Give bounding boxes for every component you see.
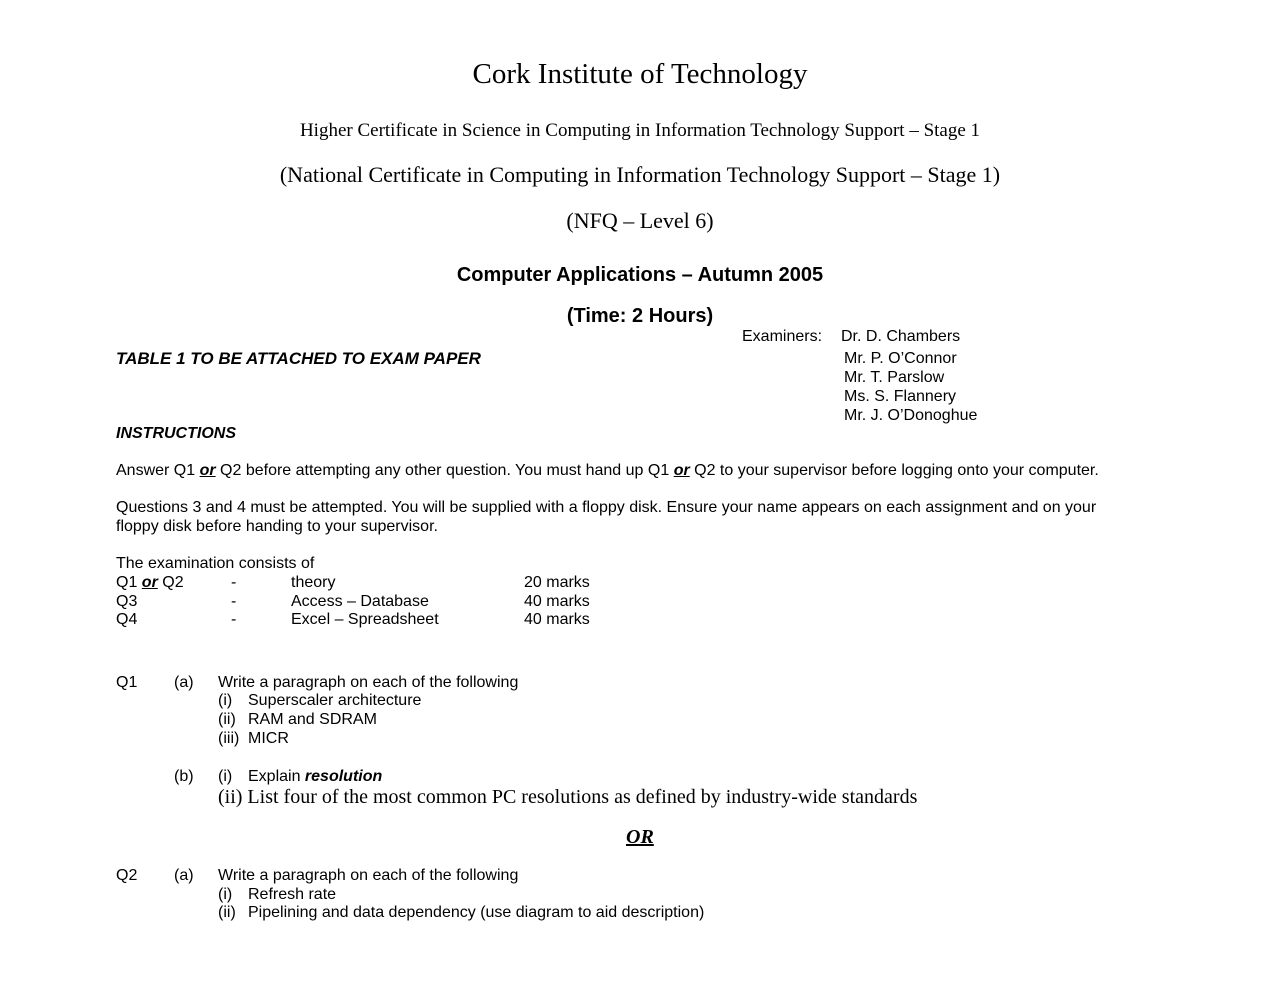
q2-item-number: (ii) [218, 904, 236, 921]
instruction-line-2: Questions 3 and 4 must be attempted. You will be supplied with a floppy disk. Ensure your name appears on each assignment and on your [116, 499, 1097, 516]
q2-item-text: Pipelining and data dependency (use diagram to aid description) [248, 904, 705, 921]
q1-part-a-label: (a) [174, 674, 194, 691]
q1-item-text: Superscaler architecture [248, 692, 422, 709]
q1-part-a-text: Write a paragraph on each of the following [218, 674, 519, 691]
q1-part-b-i-text [248, 768, 382, 786]
q1-item-text: MICR [248, 730, 289, 747]
or-emphasis: or [673, 462, 690, 479]
marks-question [116, 574, 184, 592]
instructions-heading: INSTRUCTIONS [116, 425, 236, 442]
q2-item-number: (i) [218, 886, 233, 903]
question-number: Q2 [157, 574, 184, 591]
q2-item-text: Refresh rate [248, 886, 337, 903]
q1-number: Q1 [116, 674, 138, 691]
examiner-name: Mr. P. O’Connor [844, 350, 957, 367]
marks-topic: theory [291, 574, 336, 591]
q1-item-number: (i) [218, 692, 233, 709]
examiner-name: Dr. D. Chambers [841, 328, 961, 345]
examiner-name: Mr. J. O’Donoghue [844, 407, 978, 424]
table-attachment-note: TABLE 1 TO BE ATTACHED TO EXAM PAPER [116, 349, 481, 368]
q1-item-text: Explain [248, 768, 305, 785]
marks-question: Q3 [116, 593, 138, 610]
marks-topic: Excel – Spreadsheet [291, 611, 439, 628]
examiners-label: Examiners: [742, 328, 823, 345]
marks-dash: - [231, 611, 237, 628]
programme-title: Higher Certificate in Science in Computing in Information Technology Support – Stage 1 [299, 120, 981, 141]
instruction-text: Q2 before attempting any other question. You must hand up Q1 [215, 462, 674, 479]
marks-question: Q4 [116, 611, 138, 628]
q1-item-number: (ii) [218, 711, 236, 728]
q2-part-a-label: (a) [174, 867, 194, 884]
q1-part-b-label: (b) [174, 768, 194, 785]
instruction-text: Q2 to your supervisor before logging onto your computer. [689, 462, 1099, 479]
exam-consists-of: The examination consists of [116, 555, 315, 572]
resolution-emphasis: resolution [304, 768, 383, 785]
examiner-name: Mr. T. Parslow [844, 369, 945, 386]
national-certificate-title: (National Certificate in Computing in Information Technology Support – Stage 1) [279, 162, 1001, 187]
instruction-line-1 [116, 462, 1099, 480]
q2-number: Q2 [116, 867, 138, 884]
marks-dash: - [231, 574, 237, 591]
q1-item-number: (i) [218, 768, 233, 785]
q1-item-text: RAM and SDRAM [248, 711, 377, 728]
or-emphasis: or [141, 574, 158, 591]
exam-duration: (Time: 2 Hours) [566, 305, 714, 327]
marks-topic: Access – Database [291, 593, 429, 610]
or-divider: OR [626, 826, 654, 848]
marks-value: 40 marks [524, 593, 590, 610]
q1-item-number: (iii) [218, 730, 240, 747]
marks-value: 20 marks [524, 574, 590, 591]
institute-title: Cork Institute of Technology [472, 58, 808, 90]
marks-dash: - [231, 593, 237, 610]
marks-value: 40 marks [524, 611, 590, 628]
examiner-name: Ms. S. Flannery [844, 388, 957, 405]
subject-title: Computer Applications – Autumn 2005 [456, 264, 824, 286]
instruction-line-2-continued: floppy disk before handing to your supervisor. [116, 518, 438, 535]
q1-part-b-ii-text: (ii) List four of the most common PC resolutions as defined by industry-wide standards [218, 786, 918, 808]
or-emphasis: or [199, 462, 216, 479]
nfq-level: (NFQ – Level 6) [566, 208, 714, 233]
instruction-text: Answer Q1 [116, 462, 200, 479]
question-number: Q1 [116, 574, 142, 591]
q2-part-a-text: Write a paragraph on each of the following [218, 867, 519, 884]
